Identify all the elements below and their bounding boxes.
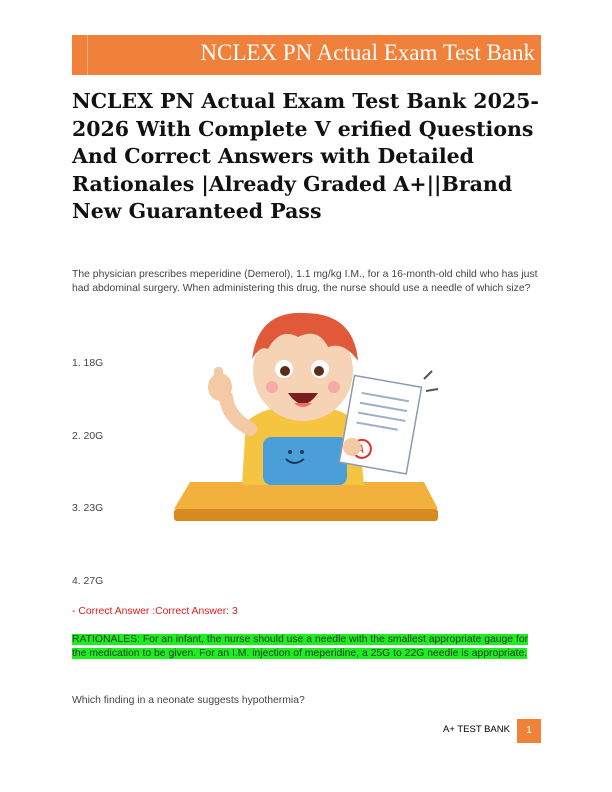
option-3: 3. 23G [72, 503, 104, 514]
question-1-text: The physician prescribes meperidine (Demerol), 1.1 mg/kg I.M., for a 16-month-old child who has just had abdominal surgery. When administering this drug, the nurse should use a needle of which size? [72, 269, 538, 294]
option-4: 4. 27G [72, 576, 104, 587]
document-title: NCLEX PN Actual Exam Test Bank 2025-2026 With Complete V erified Questions And Correct Answers with Detailed Rationales |Already Graded A+||Brand New Guaranteed Pass [72, 89, 539, 223]
header-banner [72, 35, 541, 75]
correct-answer: - Correct Answer :Correct Answer: 3 [72, 606, 238, 617]
rationale-text: RATIONALES: For an infant, the nurse should use a needle with the smallest appropriate gauge for the medication to be given. For an I.M. injection of meperidine, a 25G to 22G needle is appropriate. [72, 634, 529, 659]
rationale-paragraph [72, 633, 542, 661]
header-title: NCLEX PN Actual Exam Test Bank [200, 40, 535, 65]
header-tab-accent [72, 35, 88, 75]
footer-label: A+ TEST BANK [443, 724, 510, 735]
question-2-text: Which finding in a neonate suggests hypothermia? [72, 695, 305, 706]
option-1: 1. 18G [72, 358, 104, 369]
option-2: 2. 20G [72, 431, 104, 442]
student-illustration [168, 297, 444, 525]
page-number: 1 [517, 719, 541, 743]
